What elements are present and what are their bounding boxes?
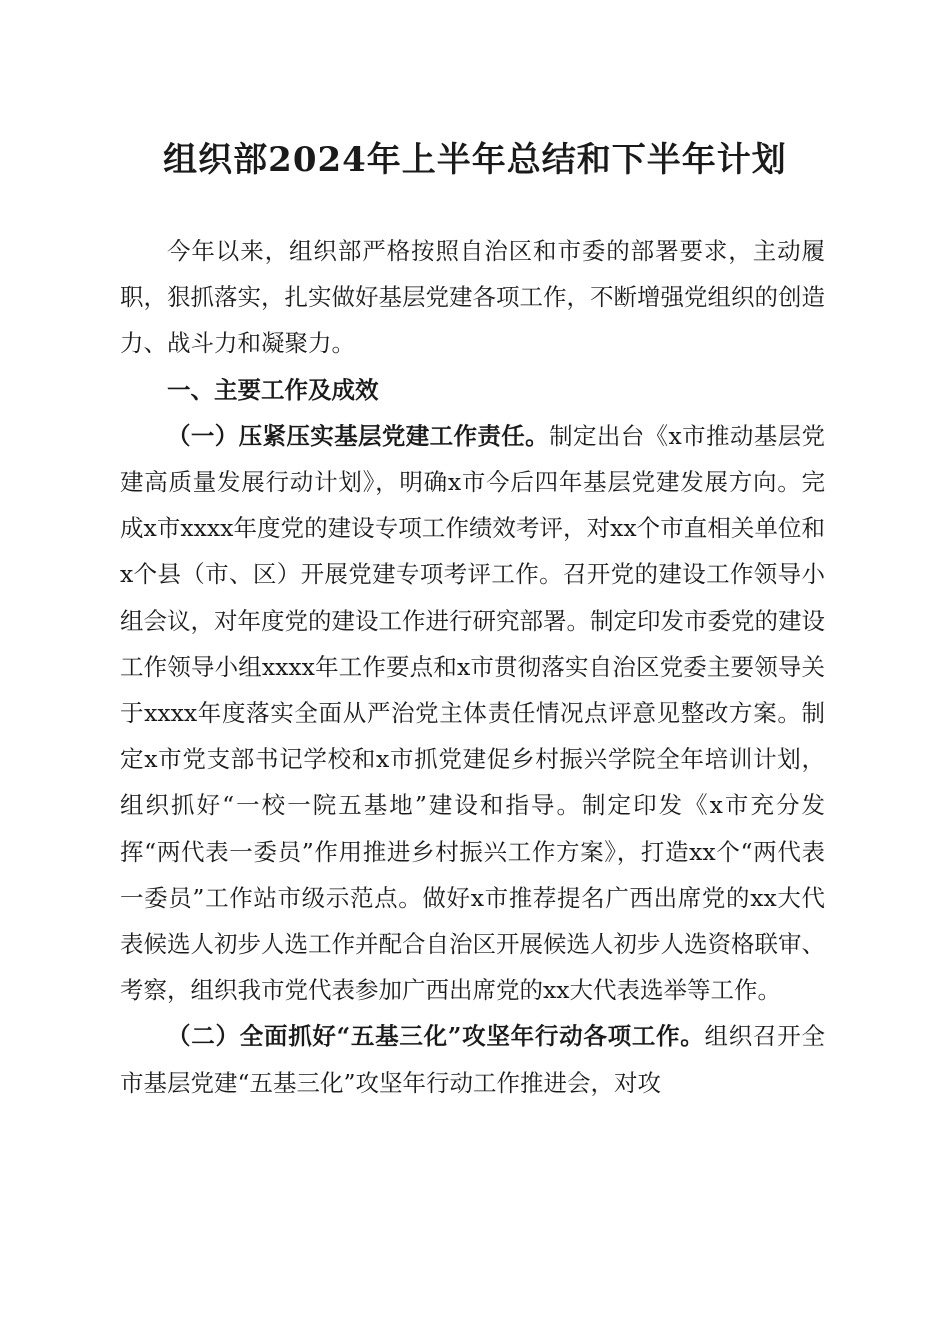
item-1-lead: （一）压紧压实基层党建工作责任。 (167, 421, 550, 450)
document-title: 组织部2024年上半年总结和下半年计划 (163, 140, 787, 180)
item-2-lead: （二）全面抓好“五基三化”攻坚年行动各项工作。 (167, 1022, 705, 1051)
paragraph-item-1 (120, 413, 825, 1014)
intro-paragraph: 今年以来，组织部严格按照自治区和市委的部署要求，主动履职，狠抓落实，扎实做好基层党建各项工作，不断增强党组织的创造力、战斗力和凝聚力。 (120, 237, 825, 358)
document-body (120, 228, 825, 1106)
section-heading-main-work: 一、主要工作及成效 (167, 375, 379, 404)
paragraph-item-2 (120, 1013, 825, 1105)
item-1-text: 制定出台《x市推动基层党建高质量发展行动计划》，明确x市今后四年基层党建发展方向。完成x市xxxx年度党的建设专项工作绩效考评，对xx个市直相关单位和x个县（市、区）开展党建专项考评工作。召开党的建设工作领导小组会议，对年度党的建设工作进行研究部署。制定印发市委党的建设工作领导小组xxxx年工作要点和x市贯彻落实自治区党委主要领导关于xxxx年度落实全面从严治党主体责任情况点评意见整改方案。制定x市党支部书记学校和x市抓党建促乡村振兴学院全年培训计划，组织抓好“一校一院五基地”建设和指导。制定印发《x市充分发挥“两代表一委员”作用推进乡村振兴工作方案》，打造xx个“两代表一委员”工作站市级示范点。做好x市推荐提名广西出席党的xx大代表候选人初步人选工作并配合自治区开展候选人初步人选资格联审、考察，组织我市党代表参加广西出席党的xx大代表选举等工作。 (120, 421, 826, 1005)
item-2-text: 组织召开全市基层党建“五基三化”攻坚年行动工作推进会，对攻 (120, 1022, 825, 1097)
